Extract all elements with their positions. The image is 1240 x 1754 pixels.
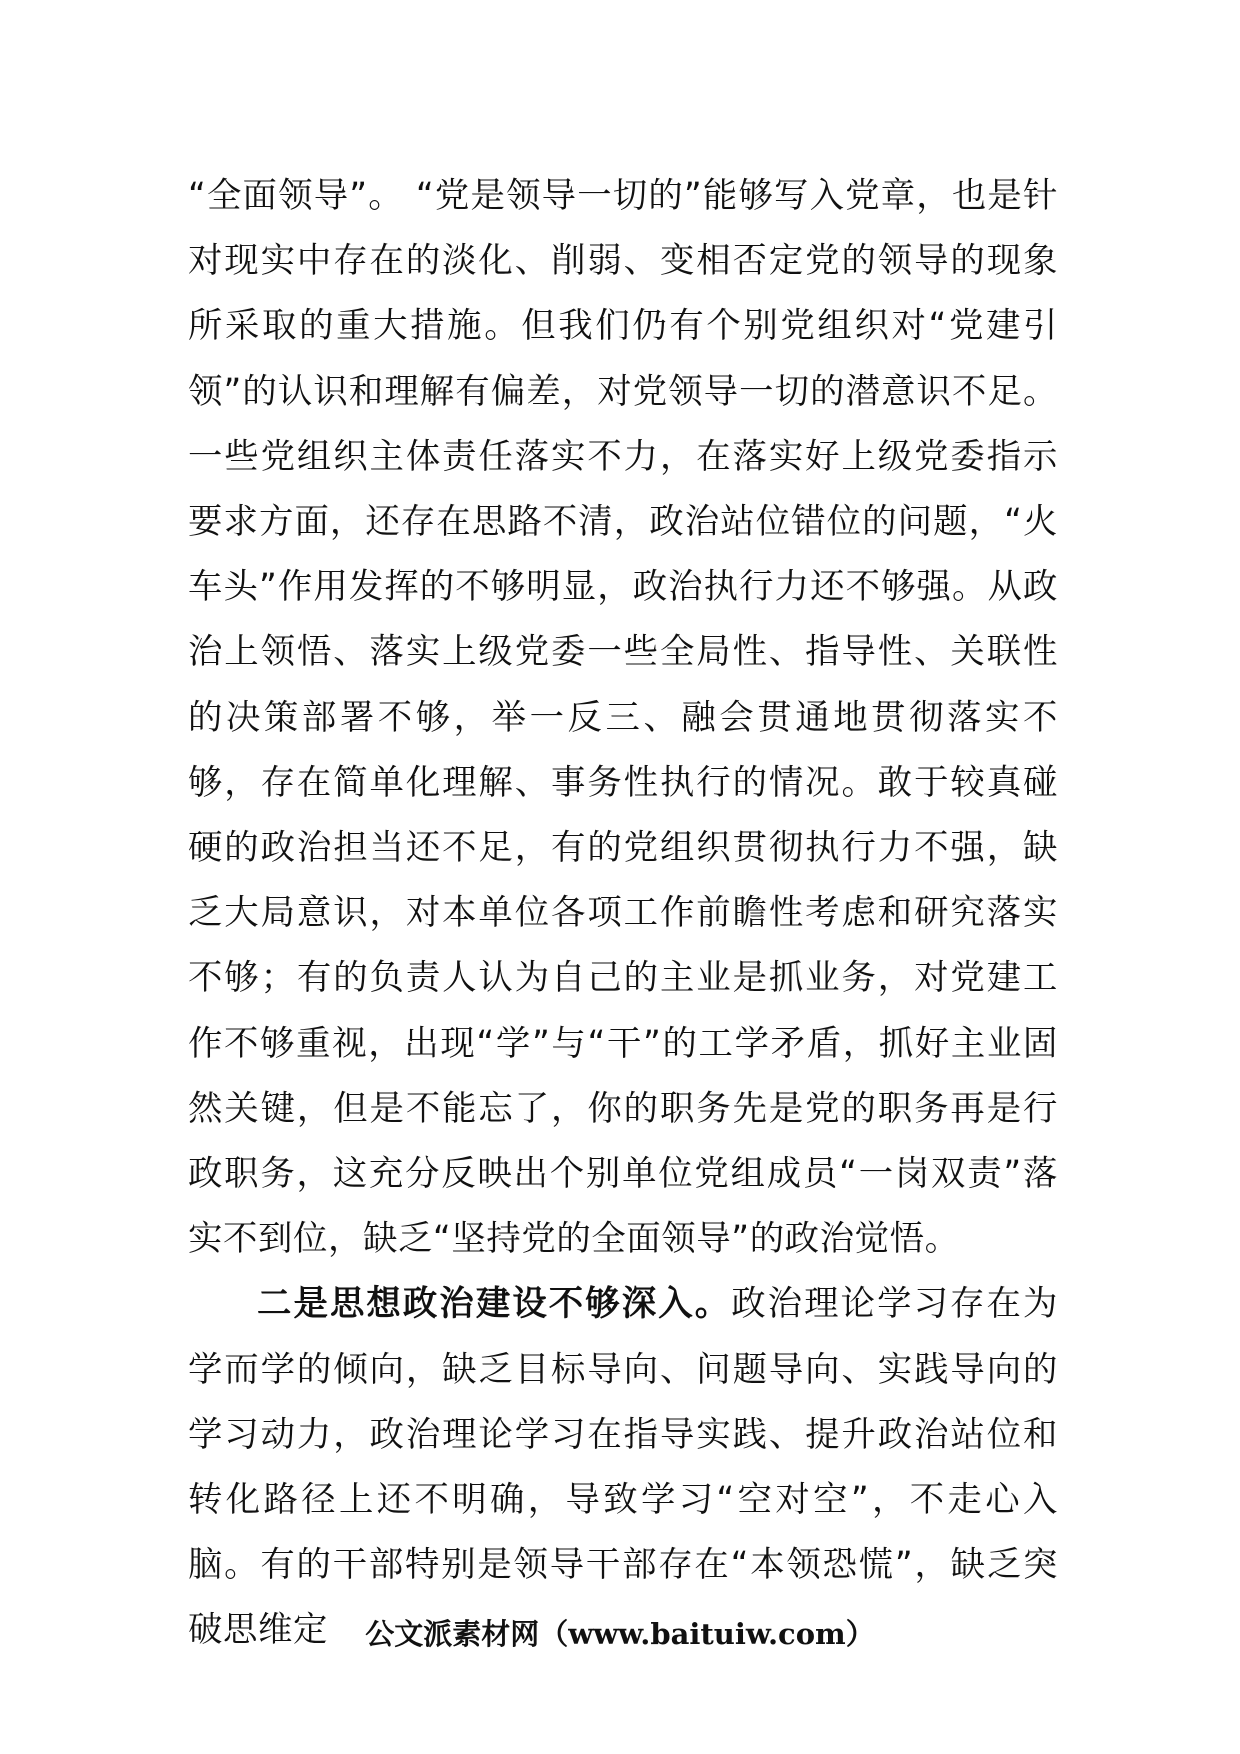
paragraph-2-text: 政治理论学习存在为学而学的倾向，缺乏目标导向、问题导向、实践导向的学习动力，政治理论学习在指导实践、提升政治站位和转化路径上还不明确，导致学习“空对空”，不走心入脑。有的干部特别是领导干部存在“本领恐慌”，缺乏突破思维定 [188,1284,1058,1651]
paragraph-2 [188,1272,1058,1663]
document-body [188,164,1058,1664]
paragraph-2-heading: 二是思想政治建设不够深入。 [257,1284,732,1325]
paragraph-1: “全面领导”。 “党是领导一切的”能够写入党章，也是针对现实中存在的淡化、削弱、变相否定党的领导的现象所采取的重大措施。但我们仍有个别党组织对“党建引领”的认识和理解有偏差，对党领导一切的潜意识不足。一些党组织主体责任落实不力，在落实好上级党委指示要求方面，还存在思路不清，政治站位错位的问题，“火车头”作用发挥的不够明显，政治执行力还不够强。从政治上领悟、落实上级党委一些全局性、指导性、关联性的决策部署不够，举一反三、融会贯通地贯彻落实不够，存在简单化理解、事务性执行的情况。敢于较真碰硬的政治担当还不足，有的党组织贯彻执行力不强，缺乏大局意识，对本单位各项工作前瞻性考虑和研究落实不够；有的负责人认为自己的主业是抓业务，对党建工作不够重视，出现“学”与“干”的工学矛盾，抓好主业固然关键，但是不能忘了，你的职务先是党的职务再是行政职务，这充分反映出个别单位党组成员“一岗双责”落实不到位，缺乏“坚持党的全面领导”的政治觉悟。 [188,176,1058,1260]
source-footer: 公文派素材网（www.baituiw.com） [365,1617,875,1651]
